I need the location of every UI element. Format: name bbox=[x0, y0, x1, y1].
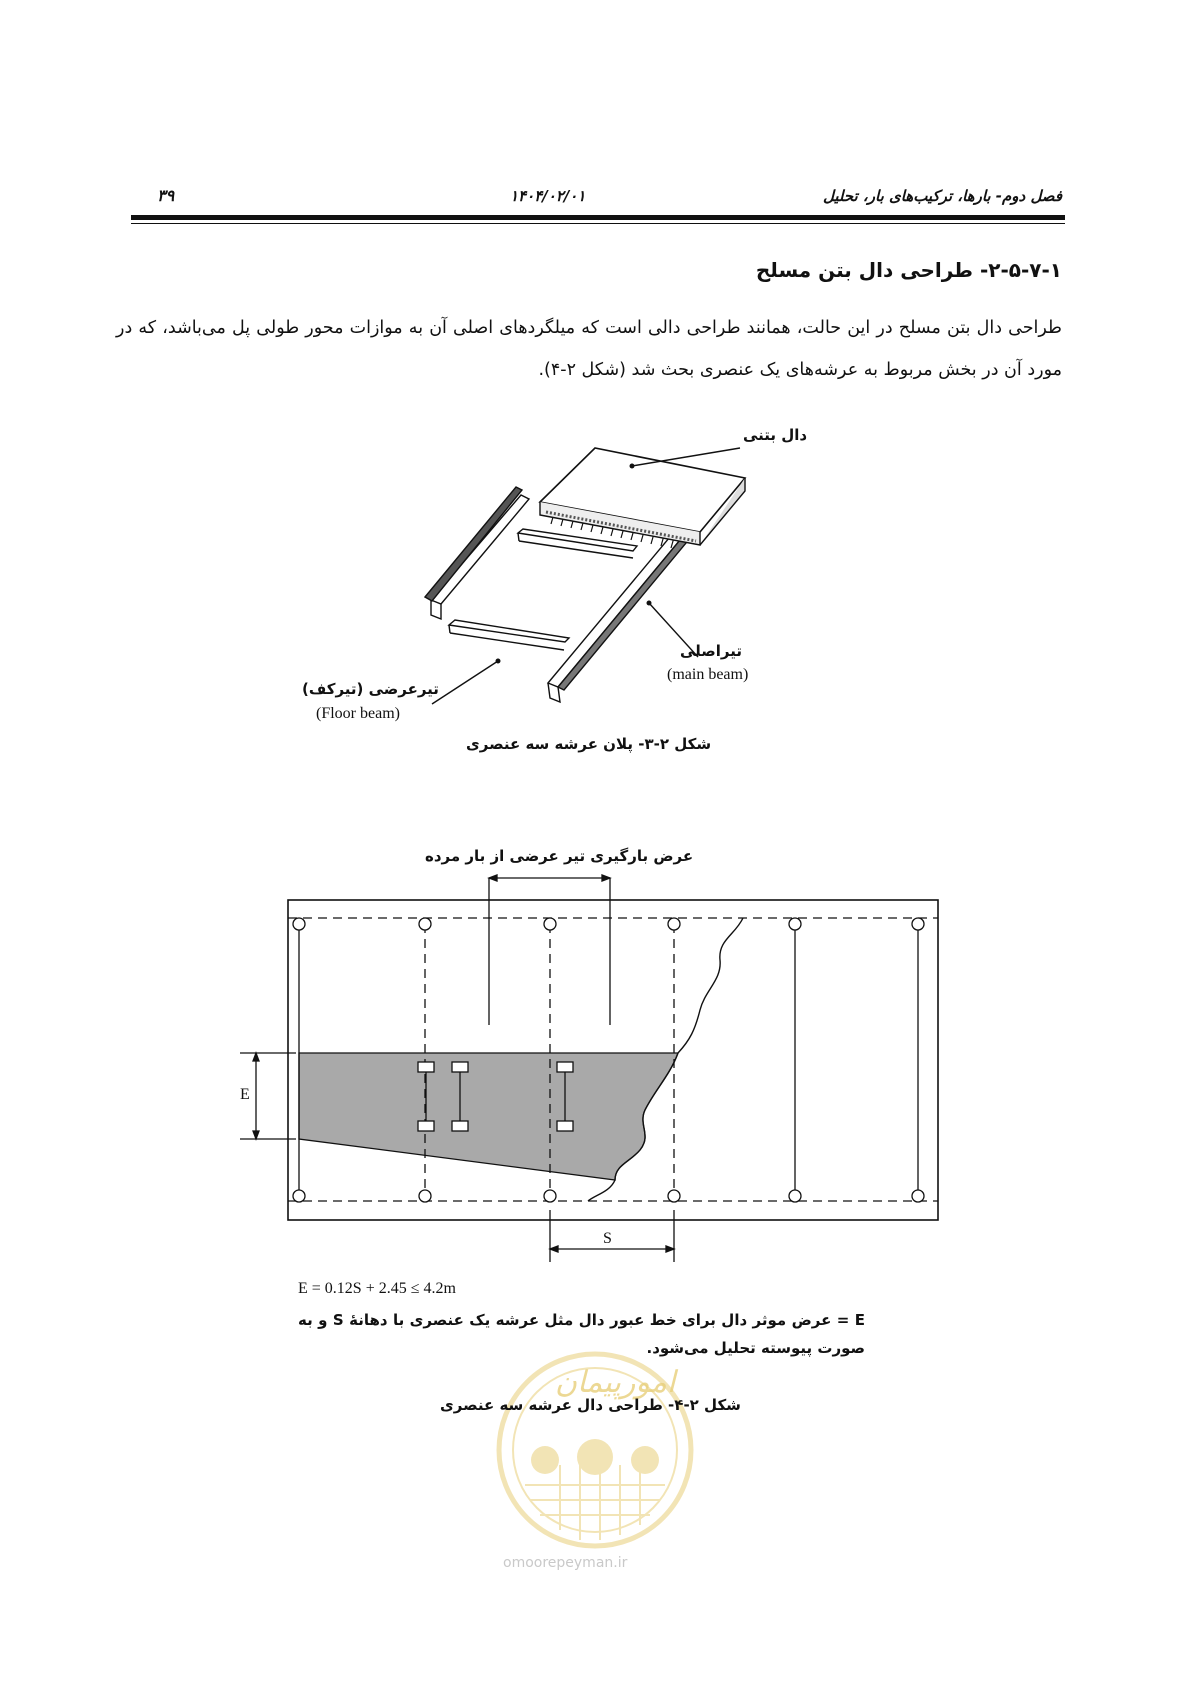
running-header-title: فصل دوم- بارها، ترکیب‌های بار، تحلیل bbox=[822, 187, 1062, 205]
label-floor-beam-en: (Floor beam) bbox=[316, 705, 400, 722]
header-date: ۱۴۰۴/۰۲/۰۱ bbox=[510, 187, 586, 205]
loading-width-label: عرض بارگیری تیر عرضی از بار مرده bbox=[425, 847, 694, 865]
label-floor-beam-fa: تیرعرضی (تیرکف) bbox=[302, 680, 439, 698]
label-main-beam-fa: تیراصلی bbox=[680, 642, 743, 660]
label-E: E bbox=[240, 1086, 250, 1103]
section-heading: ۲-۵-۷-۱- طراحی دال بتن مسلح bbox=[755, 258, 1062, 282]
label-main-beam-en: (main beam) bbox=[667, 666, 749, 683]
label-concrete-slab: دال بتنی bbox=[743, 426, 808, 444]
deck-isometric-figure bbox=[400, 420, 820, 720]
page-number: ۳۹ bbox=[157, 186, 175, 205]
header-rule-thick bbox=[131, 215, 1065, 220]
label-S: S bbox=[603, 1230, 612, 1247]
effective-width-formula: E = 0.12S + 2.45 ≤ 4.2m bbox=[298, 1280, 456, 1297]
figure-3-caption: شکل ۲-۳- پلان عرشه سه عنصری bbox=[466, 735, 712, 753]
effective-width-definition: E = عرض موثر دال برای خط عبور دال مثل عرشه یک عنصری با دهانهٔ S و به صورت پیوسته تحلیل می‌شود. bbox=[298, 1311, 866, 1357]
figure-4-caption: شکل ۲-۴- طراحی دال عرشه سه عنصری bbox=[440, 1396, 741, 1414]
body-paragraph: طراحی دال بتن مسلح در این حالت، همانند طراحی دالی است که میلگردهای اصلی آن به موازات محور طولی پل می‌باشد، که در مورد آن در بخش مربوط به عرشه‌های یک عنصری بحث شد (شکل ۲-۴). bbox=[116, 318, 1062, 380]
slab-plan-figure bbox=[230, 870, 950, 1270]
watermark-logo-text: امورپیمان bbox=[555, 1365, 676, 1400]
watermark-site: omoorepeyman.ir bbox=[503, 1555, 628, 1571]
header-rule-thin bbox=[131, 223, 1065, 224]
